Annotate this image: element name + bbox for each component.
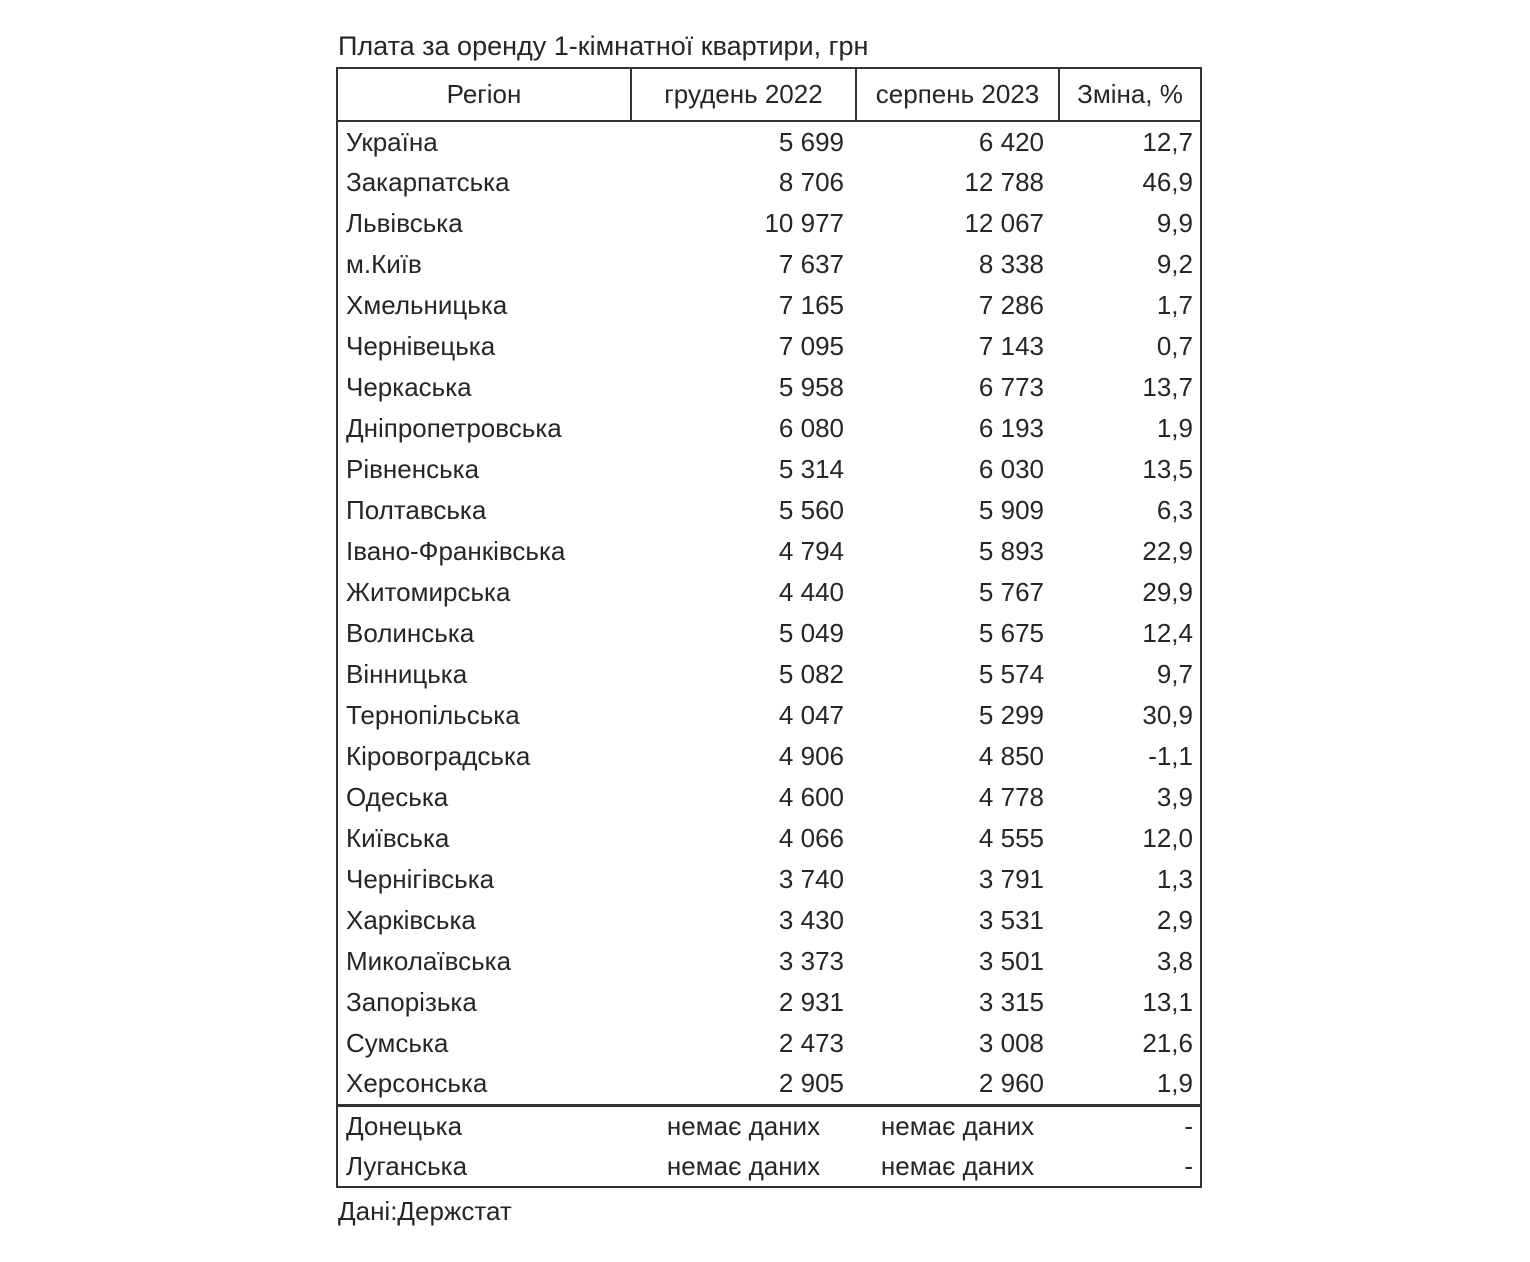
august-2023-cell: 5 574 (978, 659, 1044, 689)
region-cell: Херсонська (346, 1068, 488, 1099)
table-row (337, 244, 1201, 285)
region-cell: Чернівецька (346, 331, 496, 361)
header-change-percent: Зміна, % (1059, 68, 1201, 121)
table-body (337, 121, 1201, 1105)
rent-table (336, 67, 1202, 1188)
december-2022-cell: 4 066 (778, 823, 844, 853)
region-cell: Донецька (346, 1110, 463, 1141)
table-row (337, 1146, 1201, 1187)
table-header (337, 68, 1201, 121)
august-2023-cell: 6 420 (978, 126, 1044, 157)
table-row (337, 654, 1201, 695)
august-2023-cell: немає даних (880, 1150, 1035, 1181)
change-cell: 3,9 (1156, 782, 1193, 812)
december-2022-cell: немає даних (666, 1110, 821, 1141)
august-2023-cell: 5 675 (978, 618, 1044, 648)
change-cell: 12,7 (1142, 126, 1193, 157)
change-cell: 12,0 (1142, 823, 1193, 853)
table-row (337, 408, 1201, 449)
change-cell: 30,9 (1142, 700, 1193, 730)
header-december-2022: грудень 2022 (631, 68, 856, 121)
change-cell: 22,9 (1142, 536, 1193, 566)
region-cell: Миколаївська (346, 946, 512, 976)
august-2023-cell: 7 286 (978, 290, 1044, 320)
region-cell: Тернопільська (346, 700, 520, 730)
table-title: Плата за оренду 1-кімнатної квартири, грн (338, 31, 869, 61)
change-cell: 1,9 (1156, 1068, 1193, 1099)
december-2022-cell: 4 047 (778, 700, 844, 730)
december-2022-cell: 3 740 (778, 864, 844, 894)
table-row (337, 1023, 1201, 1064)
december-2022-cell: 2 905 (778, 1068, 844, 1099)
change-cell: 13,5 (1142, 454, 1193, 484)
august-2023-cell: 5 299 (978, 700, 1044, 730)
region-cell: Рівненська (346, 454, 480, 484)
august-2023-cell: 5 767 (978, 577, 1044, 607)
table-row (337, 859, 1201, 900)
change-cell: 9,2 (1156, 249, 1193, 279)
region-cell: Київська (346, 823, 450, 853)
region-cell: Волинська (346, 618, 475, 648)
august-2023-cell: 8 338 (978, 249, 1044, 279)
region-cell: Кіровоградська (346, 741, 531, 771)
table-row (337, 572, 1201, 613)
change-cell: 6,3 (1156, 495, 1193, 525)
august-2023-cell: 3 791 (978, 864, 1044, 894)
table-body-no-data (337, 1105, 1201, 1187)
table-row (337, 285, 1201, 326)
region-cell: Харківська (346, 905, 476, 935)
change-cell: 9,9 (1156, 208, 1193, 238)
region-cell: Вінницька (346, 659, 468, 689)
table-row (337, 695, 1201, 736)
change-cell: 29,9 (1142, 577, 1193, 607)
header-region: Регіон (337, 68, 631, 121)
table-row (337, 449, 1201, 490)
change-cell: 46,9 (1142, 167, 1193, 197)
december-2022-cell: 5 958 (778, 372, 844, 402)
august-2023-cell: 4 778 (978, 782, 1044, 812)
december-2022-cell: 5 560 (778, 495, 844, 525)
table-row (337, 326, 1201, 367)
change-cell: -1,1 (1148, 741, 1193, 771)
change-cell: 0,7 (1156, 331, 1193, 361)
december-2022-cell: 2 931 (778, 987, 844, 1017)
table-row (337, 531, 1201, 572)
table-row (337, 203, 1201, 244)
august-2023-cell: 12 788 (964, 167, 1044, 197)
region-cell: Полтавська (346, 495, 487, 525)
change-cell: 21,6 (1142, 1028, 1193, 1058)
august-2023-cell: 6 030 (978, 454, 1044, 484)
change-cell: 9,7 (1156, 659, 1193, 689)
change-cell: 1,3 (1156, 864, 1193, 894)
december-2022-cell: 8 706 (778, 167, 844, 197)
december-2022-cell: 7 637 (778, 249, 844, 279)
change-cell: 1,7 (1156, 290, 1193, 320)
august-2023-cell: 2 960 (978, 1068, 1044, 1099)
region-cell: Черкаська (346, 372, 472, 402)
change-cell: 13,7 (1142, 372, 1193, 402)
december-2022-cell: 4 440 (778, 577, 844, 607)
table-row (337, 1105, 1201, 1146)
december-2022-cell: 4 794 (778, 536, 844, 566)
august-2023-cell: 5 893 (978, 536, 1044, 566)
change-cell: 3,8 (1156, 946, 1193, 976)
december-2022-cell: 7 095 (778, 331, 844, 361)
august-2023-cell: 3 008 (978, 1028, 1044, 1058)
change-cell: - (1184, 1150, 1193, 1181)
august-2023-cell: 4 555 (978, 823, 1044, 853)
august-2023-cell: 4 850 (978, 741, 1044, 771)
change-cell: 1,9 (1156, 413, 1193, 443)
table-row (337, 121, 1201, 162)
change-cell: - (1184, 1110, 1193, 1141)
december-2022-cell: 4 906 (778, 741, 844, 771)
region-cell: Житомирська (346, 577, 511, 607)
august-2023-cell: 6 193 (978, 413, 1044, 443)
header-august-2023: серпень 2023 (856, 68, 1059, 121)
table-row (337, 162, 1201, 203)
region-cell: Закарпатська (346, 167, 510, 197)
december-2022-cell: 5 049 (778, 618, 844, 648)
august-2023-cell: 6 773 (978, 372, 1044, 402)
region-cell: Дніпропетровська (346, 413, 562, 443)
august-2023-cell: 3 501 (978, 946, 1044, 976)
december-2022-cell: 10 977 (764, 208, 844, 238)
december-2022-cell: 5 314 (778, 454, 844, 484)
december-2022-cell: немає даних (666, 1150, 821, 1181)
region-cell: Хмельницька (346, 290, 508, 320)
change-cell: 13,1 (1142, 987, 1193, 1017)
region-cell: м.Київ (346, 249, 422, 279)
august-2023-cell: 7 143 (978, 331, 1044, 361)
december-2022-cell: 4 600 (778, 782, 844, 812)
region-cell: Запорізька (346, 987, 477, 1017)
table-row (337, 777, 1201, 818)
table-row (337, 367, 1201, 408)
change-cell: 12,4 (1142, 618, 1193, 648)
rent-table-figure (336, 30, 1202, 1227)
august-2023-cell: 5 909 (978, 495, 1044, 525)
table-row (337, 613, 1201, 654)
region-cell: Івано-Франківська (346, 536, 566, 566)
table-row (337, 818, 1201, 859)
december-2022-cell: 5 699 (778, 126, 844, 157)
region-cell: Львівська (346, 208, 463, 238)
region-cell: Луганська (346, 1150, 468, 1181)
region-cell: Одеська (346, 782, 449, 812)
december-2022-cell: 2 473 (778, 1028, 844, 1058)
august-2023-cell: 3 315 (978, 987, 1044, 1017)
table-row (337, 900, 1201, 941)
table-row (337, 941, 1201, 982)
table-row (337, 490, 1201, 531)
change-cell: 2,9 (1156, 905, 1193, 935)
header-row (337, 68, 1201, 121)
december-2022-cell: 3 430 (778, 905, 844, 935)
table-row (337, 1064, 1201, 1105)
region-cell: Україна (346, 126, 438, 157)
december-2022-cell: 7 165 (778, 290, 844, 320)
december-2022-cell: 5 082 (778, 659, 844, 689)
august-2023-cell: 12 067 (964, 208, 1044, 238)
region-cell: Сумська (346, 1028, 449, 1058)
december-2022-cell: 6 080 (778, 413, 844, 443)
source-note: Дані:Держстат (338, 1196, 512, 1226)
table-row (337, 982, 1201, 1023)
region-cell: Чернігівська (346, 864, 495, 894)
august-2023-cell: немає даних (880, 1110, 1035, 1141)
table-row (337, 736, 1201, 777)
december-2022-cell: 3 373 (778, 946, 844, 976)
august-2023-cell: 3 531 (978, 905, 1044, 935)
